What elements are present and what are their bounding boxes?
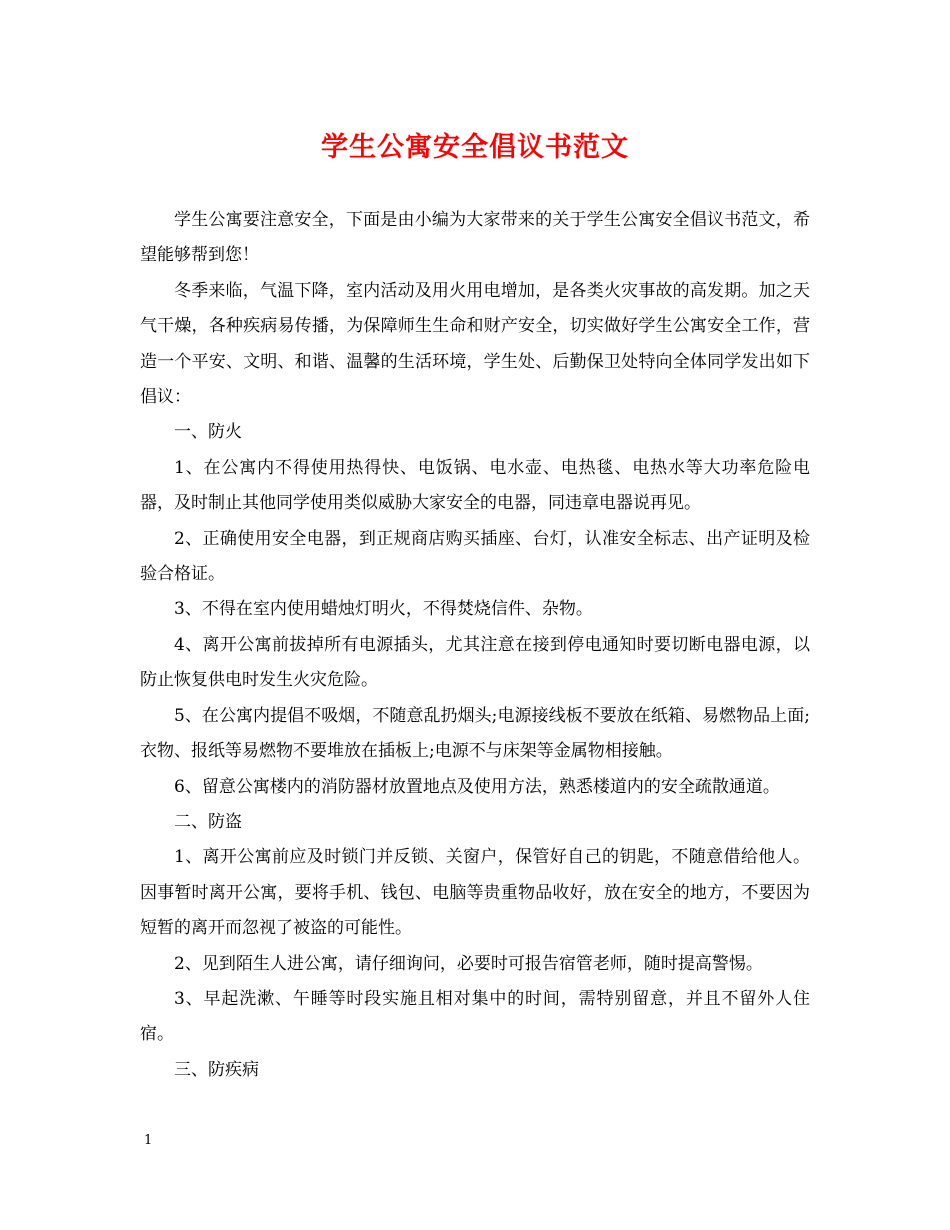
paragraph-intro: 学生公寓要注意安全，下面是由小编为大家带来的关于学生公寓安全倡议书范文，希望能够帮到您！ (140, 210, 810, 266)
fire-item-3: 3、不得在室内使用蜡烛灯明火，不得焚烧信件、杂物。 (174, 599, 593, 620)
paragraph-background: 冬季来临，气温下降，室内活动及用火用电增加，是各类火灾事故的高发期。加之天气干燥，各种疾病易传播，为保障师生生命和财产安全，切实做好学生公寓安全工作，营造一个平安、文明、和谐、温馨的生活环境，学生处、后勤保卫处特向全体同学发出如下倡议： (140, 280, 810, 408)
fire-item-4: 4、离开公寓前拔掉所有电源插头，尤其注意在接到停电通知时要切断电器电源，以防止恢复供电时发生火灾危险。 (140, 634, 810, 691)
section-heading-disease: 三、防疾病 (174, 1059, 259, 1080)
theft-item-2: 2、见到陌生人进公寓，请仔细询问，必要时可报告宿管老师，随时提高警惕。 (174, 953, 763, 974)
document-title: 学生公寓安全倡议书范文 (321, 132, 629, 163)
document-body (140, 203, 810, 1088)
section-heading-fire: 一、防火 (174, 422, 242, 443)
theft-item-1: 1、离开公寓前应及时锁门并反锁、关窗户，保管好自己的钥匙，不随意借给他人。因事暂时离开公寓，要将手机、钱包、电脑等贵重物品收好，放在安全的地方，不要因为短暂的离开而忽视了被盗的可能性。 (140, 847, 810, 939)
fire-item-2: 2、正确使用安全电器，到正规商店购买插座、台灯，认准安全标志、出产证明及检验合格证。 (140, 528, 810, 585)
fire-item-6: 6、留意公寓楼内的消防器材放置地点及使用方法，熟悉楼道内的安全疏散通道。 (174, 776, 780, 797)
theft-item-3: 3、早起洗漱、午睡等时段实施且相对集中的时间，需特别留意，并且不留外人住宿。 (140, 988, 810, 1045)
fire-item-5: 5、在公寓内提倡不吸烟，不随意乱扔烟头;电源接线板不要放在纸箱、易燃物品上面;衣物、报纸等易燃物不要堆放在插板上;电源不与床架等金属物相接触。 (140, 705, 810, 762)
page-number: 1 (144, 1133, 153, 1148)
section-heading-theft: 二、防盗 (174, 811, 242, 832)
fire-item-1: 1、在公寓内不得使用热得快、电饭锅、电水壶、电热毯、电热水等大功率危险电器，及时制止其他同学使用类似威胁大家安全的电器，同违章电器说再见。 (140, 457, 810, 514)
